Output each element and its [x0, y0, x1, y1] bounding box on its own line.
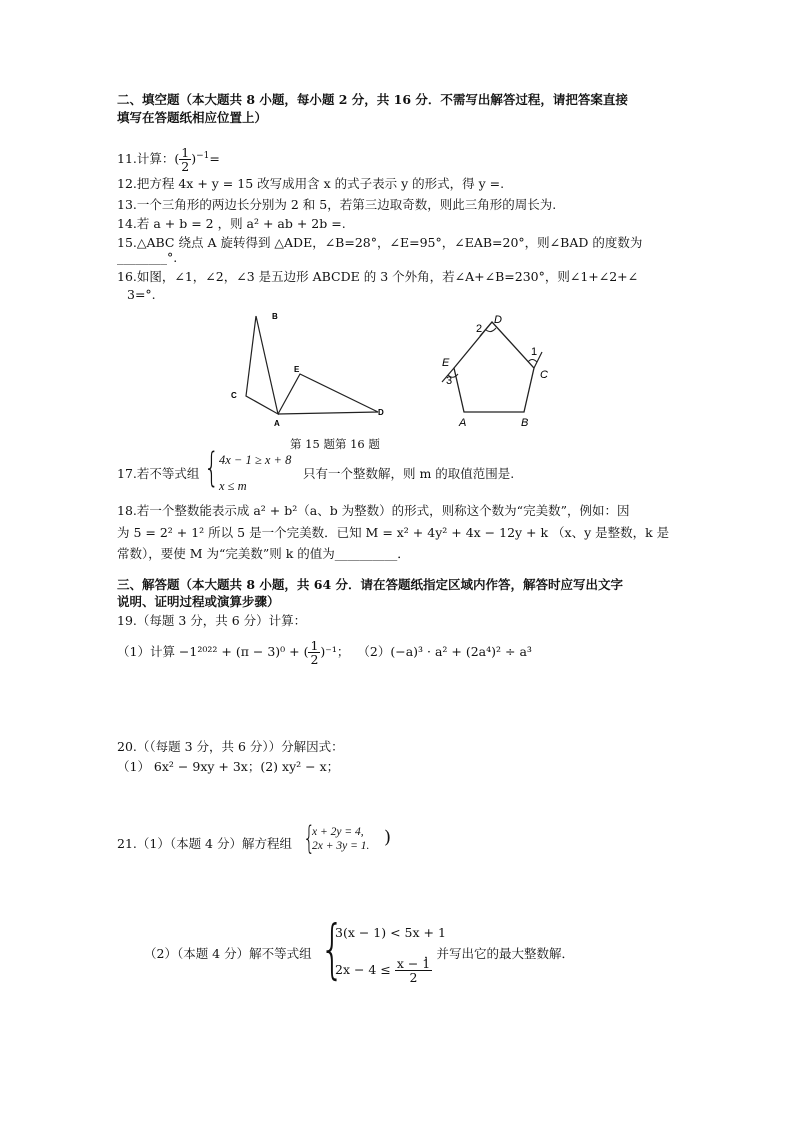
question-20-title: 20.（（每题 3 分，共 6 分））分解因式：	[117, 739, 344, 754]
section3-heading-line1: 三、解答题（本大题共 8 小题，共 64 分．请在答题纸指定区域内作答，解答时应写出文字	[117, 577, 624, 592]
fig16-arc-2	[486, 328, 496, 332]
question-21-part1-row2: 2x + 3y = 1.	[312, 840, 370, 852]
question-15-line1: 15.△ABC 绕点 A 旋转得到 △ADE，∠B=28°，∠E=95°，∠EAB=20°，则∠BAD 的度数为	[117, 235, 643, 250]
q21-part2-numerator: x − 1	[396, 956, 431, 971]
fig16-label-c: C	[540, 369, 548, 381]
fig16-pentagon	[454, 322, 534, 412]
q19-fraction	[308, 639, 320, 666]
q21-part2-denominator: 2	[409, 970, 418, 985]
fig16-label-3: 3	[446, 375, 453, 387]
question-17-row2: x ≤ m	[219, 479, 247, 493]
question-18-line2: 为 5 = 2² + 1² 所以 5 是一个完美数．已知 M = x² + 4y² + 4x − 12y + k （x、y 是整数，k 是	[117, 525, 670, 540]
q21-part1-close: )	[384, 827, 392, 848]
question-16-line2: 3=°.	[127, 287, 156, 302]
question-17-row1: 4x − 1 ≥ x + 8	[219, 453, 292, 467]
figure-15	[220, 308, 390, 426]
question-19-title: 19.（每题 3 分，共 6 分）计算：	[117, 613, 307, 628]
q11-paren-close: )	[191, 151, 197, 167]
q21-part1-brace: {	[303, 819, 316, 857]
q19-part1-suffix: )⁻¹；	[320, 644, 350, 659]
question-15-line2: ________°.	[117, 250, 178, 265]
fig15-label-b: B	[272, 312, 278, 321]
q11-numerator: 1	[181, 145, 190, 161]
q11-exponent: −1	[196, 151, 210, 161]
q11-fraction	[179, 146, 191, 173]
fig15-triangle-ade	[278, 374, 378, 414]
question-18-line1: 18.若一个整数能表示成 a² + b²（a、b 为整数）的形式，则称这个数为“完美数”，例如：因	[117, 503, 630, 518]
section2-heading-line1: 二、填空题（本大题共 8 小题，每小题 2 分，共 16 分．不需写出解答过程，请把答案直接	[117, 92, 628, 107]
q11-denominator: 2	[181, 159, 190, 175]
section2-heading-line2: 填写在答题纸相应位置上）	[117, 110, 268, 125]
question-17-prefix: 17.若不等式组	[117, 466, 200, 481]
question-19-parts	[117, 639, 532, 666]
question-21-part1-row1: x + 2y = 4,	[312, 826, 364, 838]
question-17-suffix: 只有一个整数解，则 m 的取值范围是.	[303, 466, 515, 481]
question-21-part2-suffix: ，并写出它的最大整数解．	[424, 946, 575, 961]
question-16-line1: 16.如图，∠1，∠2，∠3 是五边形 ABCDE 的 3 个外角，若∠A+∠B=230°，则∠1+∠2+∠	[117, 269, 639, 284]
fig16-label-d: D	[494, 314, 502, 326]
fig15-label-d: D	[378, 408, 384, 417]
q21-part2-brace: {	[320, 913, 345, 987]
fig16-arc-1	[528, 360, 537, 363]
fig15-label-c: C	[231, 391, 237, 400]
fig16-label-1: 1	[531, 346, 538, 358]
question-21-part1-prefix: 21.（1）（本题 4 分）解方程组	[117, 836, 292, 851]
question-11	[117, 143, 220, 173]
q19-part1-prefix: （1）计算 −1²⁰²² + (π − 3)⁰ + (	[117, 644, 309, 659]
q19-numerator: 1	[310, 638, 319, 653]
q11-prefix: 11.计算：	[117, 151, 175, 167]
question-21-part2-prefix: （2）（本题 4 分）解不等式组	[144, 946, 312, 961]
fig16-label-b: B	[521, 417, 529, 429]
question-21-part2-row1: 3(x − 1) < 5x + 1	[335, 925, 446, 940]
question-14: 14.若 a + b = 2 ，则 a² + ab + 2b =.	[117, 216, 346, 231]
section3-heading-line2: 说明、证明过程或演算步骤）	[117, 594, 280, 609]
fig16-label-2: 2	[476, 323, 483, 335]
q19-denominator: 2	[310, 652, 319, 667]
q11-paren-open: (	[174, 151, 180, 167]
figure-16	[436, 310, 556, 432]
q21-part2-row2-left: 2x − 4 ≤	[335, 962, 391, 977]
fig15-label-a: A	[274, 419, 280, 426]
question-18-line3: 常数），要使 M 为“完美数”则 k 的值为__________．	[117, 546, 410, 561]
fig16-label-e: E	[442, 357, 450, 369]
q11-suffix: =	[209, 151, 220, 167]
fig15-label-e: E	[294, 365, 300, 374]
question-13: 13.一个三角形的两边长分别为 2 和 5，若第三边取奇数，则此三角形的周长为.	[117, 197, 557, 212]
q19-part2: （2）(−a)³ · a² + (2a⁴)² ÷ a³	[357, 644, 532, 659]
question-20-parts: （1） 6x² − 9xy + 3x；(2) xy² − x；	[117, 759, 340, 774]
fig15-triangle-abc	[246, 316, 278, 414]
q17-brace: {	[204, 445, 220, 491]
figure-caption: 第 15 题第 16 题	[290, 437, 380, 451]
fig16-label-a: A	[459, 417, 467, 429]
question-12: 12.把方程 4x + y = 15 改写成用含 x 的式子表示 y 的形式，得 y =.	[117, 176, 505, 191]
question-21-part2-row2	[335, 957, 432, 984]
